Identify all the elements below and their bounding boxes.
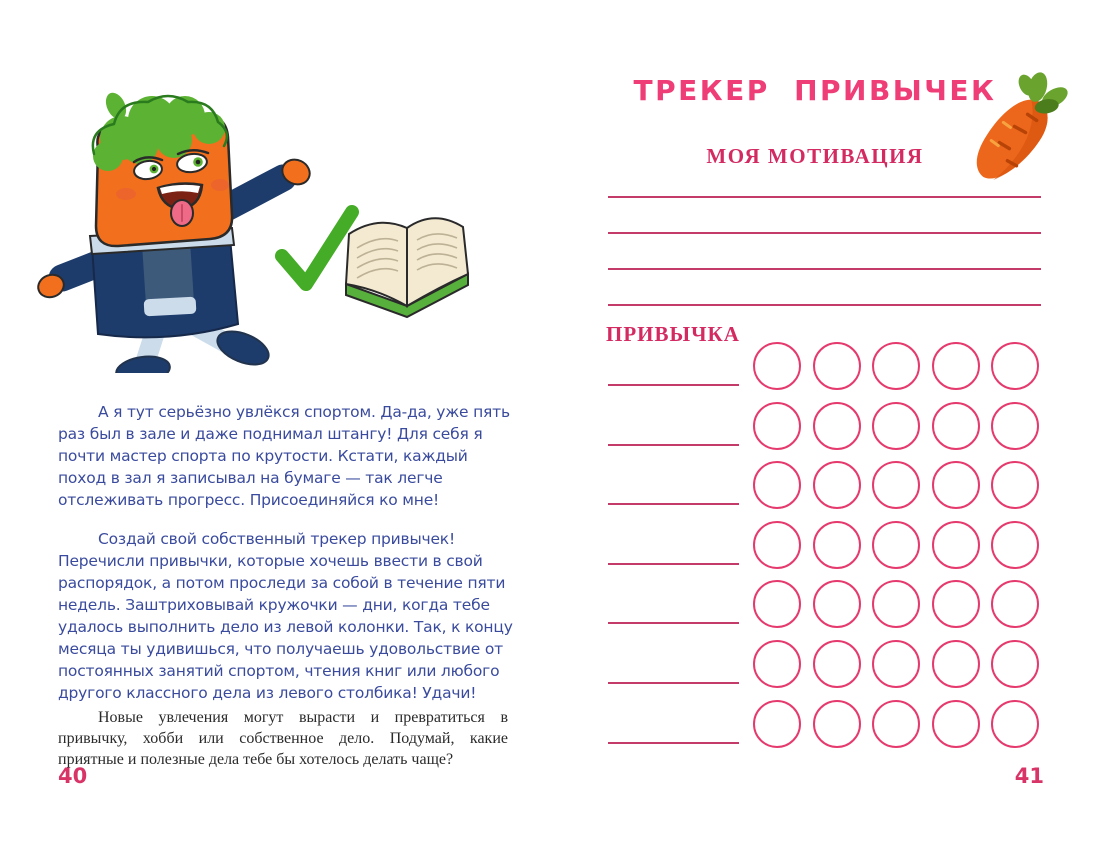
tracker-circle — [932, 640, 980, 688]
tracker-circle — [872, 342, 920, 390]
tracker-circle — [753, 580, 801, 628]
tracker-row — [608, 402, 1044, 462]
tracker-circle — [872, 402, 920, 450]
habit-name-line — [608, 563, 739, 565]
page-title: ТРЕКЕР ПРИВЫЧЕК — [633, 74, 997, 107]
tracker-circle — [813, 580, 861, 628]
tracker-circle — [991, 521, 1039, 569]
tracker-circle — [932, 461, 980, 509]
habit-name-line — [608, 742, 739, 744]
tracker-circle — [991, 402, 1039, 450]
motivation-blank-line — [608, 268, 1041, 270]
habit-name-line — [608, 682, 739, 684]
tracker-circle — [753, 700, 801, 748]
tracker-circle — [872, 461, 920, 509]
tracker-circle-group — [753, 342, 1039, 390]
habit-name-line — [608, 384, 739, 386]
motivation-blank-line — [608, 304, 1041, 306]
green-checkmark-icon — [282, 212, 352, 284]
tracker-circle — [932, 342, 980, 390]
page-number-right: 41 — [1014, 764, 1044, 788]
tracker-row — [608, 700, 1044, 760]
tracker-circle — [813, 402, 861, 450]
tracker-row — [608, 580, 1044, 640]
habit-heading: ПРИВЫЧКА — [606, 322, 740, 346]
carrot-character-illustration — [30, 88, 510, 373]
tracker-row — [608, 521, 1044, 581]
tracker-circle — [872, 580, 920, 628]
carrot-icon — [966, 70, 1074, 196]
tracker-row — [608, 461, 1044, 521]
tracker-circle — [991, 461, 1039, 509]
tracker-circle — [991, 342, 1039, 390]
habit-name-line — [608, 622, 739, 624]
habit-name-line — [608, 503, 739, 505]
tracker-circle — [753, 342, 801, 390]
tracker-circle-group — [753, 521, 1039, 569]
tracker-circle — [753, 521, 801, 569]
tracker-circle — [991, 700, 1039, 748]
handwritten-paragraph-1: А я тут серьёзно увлёкся спортом. Да-да, уже пять раз был в зале и даже поднимал штангу! Для себя я почти мастер спорта по крутости. Кстати, каждый поход в зал я записывал на бумаге — так легче отслеживать прогресс. Присоединяйся ко мне! — [58, 402, 510, 509]
tracker-circle-group — [753, 640, 1039, 688]
tracker-circle — [872, 640, 920, 688]
tracker-circle — [932, 580, 980, 628]
habit-name-line — [608, 444, 739, 446]
tracker-circle — [753, 640, 801, 688]
tracker-circle — [813, 521, 861, 569]
tracker-circle — [753, 402, 801, 450]
tracker-circle — [813, 461, 861, 509]
tracker-circle — [753, 461, 801, 509]
tracker-circle — [813, 640, 861, 688]
tracker-row — [608, 640, 1044, 700]
open-book-icon — [346, 218, 468, 317]
tracker-circle — [813, 700, 861, 748]
tracker-circle-group — [753, 461, 1039, 509]
motivation-blank-line — [608, 196, 1041, 198]
tracker-circle — [932, 402, 980, 450]
handwritten-paragraph-2: Создай свой собственный трекер привычек! Перечисли привычки, которые хочешь ввести в свой распорядок, а потом проследи за собой в течение пяти недель. Заштриховывай кружочки — дни, когда тебе удалось выполнить дело из левой колонки. Так, к концу месяца ты удивишься, что получаешь удовольствие от постоянных занятий спортом, чтения книг или любого другого классного дела из левого столбика! Удачи! — [58, 529, 513, 702]
body-paragraph: Новые увлечения могут вырасти и превратиться в привычку, хобби или собственное дело. Подумай, какие приятные и полезные дела тебе бы хотелось делать чаще? — [58, 709, 508, 768]
tracker-circle — [872, 521, 920, 569]
tracker-circle-group — [753, 402, 1039, 450]
tracker-circle — [813, 342, 861, 390]
tracker-circle-group — [753, 580, 1039, 628]
carrot-character-icon — [30, 88, 510, 373]
tracker-circle — [932, 700, 980, 748]
motivation-heading: МОЯ МОТИВАЦИЯ — [706, 144, 924, 168]
tracker-circle — [991, 580, 1039, 628]
tracker-row — [608, 342, 1044, 402]
tracker-circle — [991, 640, 1039, 688]
motivation-blank-line — [608, 232, 1041, 234]
tracker-circle-group — [753, 700, 1039, 748]
tracker-circle — [932, 521, 980, 569]
page-number-left: 40 — [58, 764, 88, 788]
tracker-circle — [872, 700, 920, 748]
habit-tracker-grid — [608, 342, 1044, 759]
